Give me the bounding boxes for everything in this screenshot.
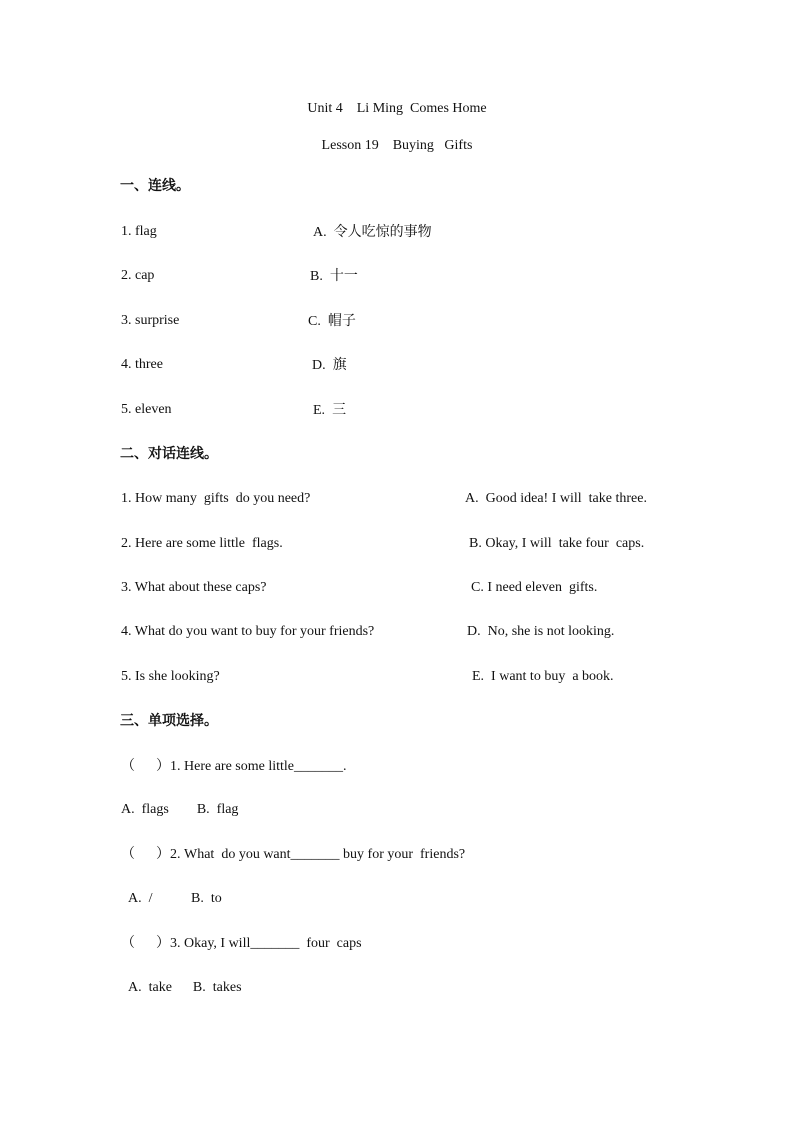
dialogue-question-4: 4. What do you want to buy for your friends? bbox=[121, 624, 375, 639]
match-word-5: 5. eleven bbox=[121, 402, 172, 417]
match-meaning-c: C. 帽子 bbox=[308, 313, 356, 329]
dialogue-question-2: 2. Here are some little flags. bbox=[121, 536, 283, 551]
choice-question-3: （ ）3. Okay, I will_______ four caps bbox=[121, 936, 362, 951]
dialogue-answer-b: B. Okay, I will take four caps. bbox=[469, 536, 645, 551]
choice-options-1: A. flags B. flag bbox=[121, 802, 239, 817]
unit-title: Unit 4 Li Ming Comes Home bbox=[307, 101, 487, 116]
dialogue-question-3: 3. What about these caps? bbox=[121, 580, 267, 595]
lesson-subtitle: Lesson 19 Buying Gifts bbox=[321, 138, 473, 153]
dialogue-question-1: 1. How many gifts do you need? bbox=[121, 491, 311, 506]
choice-question-1: （ ）1. Here are some little_______. bbox=[121, 759, 347, 774]
match-meaning-b: B. 十一 bbox=[310, 268, 358, 284]
match-meaning-e: E. 三 bbox=[313, 402, 347, 418]
dialogue-answer-e: E. I want to buy a book. bbox=[472, 669, 614, 684]
match-meaning-d: D. 旗 bbox=[312, 357, 347, 373]
section3-heading: 三、单项选择。 bbox=[120, 713, 218, 729]
choice-options-3: A. take B. takes bbox=[128, 980, 242, 995]
dialogue-question-5: 5. Is she looking? bbox=[121, 669, 220, 684]
match-word-4: 4. three bbox=[121, 357, 163, 372]
match-meaning-a: A. 令人吃惊的事物 bbox=[313, 224, 432, 240]
match-word-3: 3. surprise bbox=[121, 313, 180, 328]
choice-question-2: （ ）2. What do you want_______ buy for your friends? bbox=[121, 847, 466, 862]
dialogue-answer-d: D. No, she is not looking. bbox=[467, 624, 615, 639]
dialogue-answer-a: A. Good idea! I will take three. bbox=[465, 491, 647, 506]
section1-heading: 一、连线。 bbox=[120, 178, 190, 194]
choice-options-2: A. / B. to bbox=[128, 891, 222, 906]
match-word-1: 1. flag bbox=[121, 224, 157, 239]
section2-heading: 二、对话连线。 bbox=[120, 446, 218, 462]
dialogue-answer-c: C. I need eleven gifts. bbox=[471, 580, 598, 595]
match-word-2: 2. cap bbox=[121, 268, 155, 283]
